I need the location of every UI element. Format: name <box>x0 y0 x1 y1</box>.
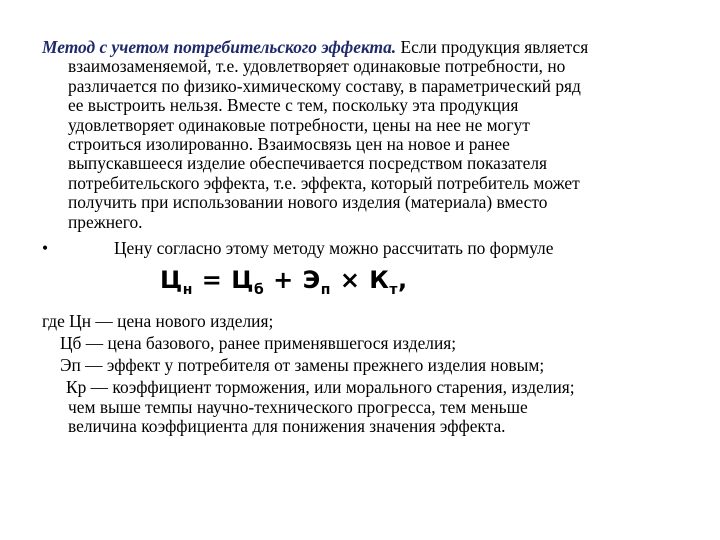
formula-symbol: Э <box>302 266 321 294</box>
bullet-item <box>42 238 553 259</box>
paragraph-line: выпускавшееся изделие обеспечивается посредством показателя <box>68 153 548 174</box>
paragraph-line: получить при использовании нового изделия (материала) вместо <box>68 192 548 213</box>
paragraph-line: ее выстроить нельзя. Вместе с тем, поскольку эта продукция <box>68 95 519 116</box>
paragraph-first-line <box>42 38 692 57</box>
legend-line: Кр — коэффициент торможения, или морального старения, изделия; <box>66 377 575 397</box>
paragraph-line: различается по физико-химическому составу, в параметрический ряд <box>68 75 581 96</box>
formula-symbol: Ц <box>231 266 255 294</box>
paragraph-first-line-rest: Если продукция является <box>396 37 589 57</box>
bullet-text: Цену согласно этому методу можно рассчитать по формуле <box>114 238 554 258</box>
formula-subscript: б <box>254 282 265 298</box>
formula-subscript: т <box>389 282 399 298</box>
bullet-icon: • <box>42 238 49 258</box>
method-title: Метод с учетом потребительского эффекта. <box>42 37 397 57</box>
legend-line: чем выше темпы научно-технического прогресса, тем меньше <box>68 397 528 417</box>
paragraph-line: прежнего. <box>68 211 143 232</box>
formula-operator: + <box>264 266 303 294</box>
paragraph-line: строиться изолированно. Взаимосвязь цен на новое и ранее <box>68 134 510 155</box>
formula-legend <box>42 310 575 436</box>
legend-line: Цб — цена базового, ранее применявшегося изделия; <box>60 333 457 353</box>
legend-line: где Цн — цена нового изделия; <box>42 311 274 331</box>
legend-line: Эп — эффект у потребителя от замены прежнего изделия новым; <box>60 355 545 375</box>
paragraph-line: удовлетворяет одинаковые потребности, цены на нее не могут <box>68 114 530 135</box>
formula-punctuation: , <box>398 266 408 294</box>
formula-subscript: н <box>182 282 193 298</box>
price-formula <box>160 266 408 298</box>
formula-symbol: Ц <box>160 266 183 294</box>
formula-operator: = <box>192 266 232 294</box>
formula-subscript: п <box>320 282 331 298</box>
paragraph-line: взаимозаменяемой, т.е. удовлетворяет одинаковые потребности, но <box>68 56 566 77</box>
method-paragraph <box>42 38 692 232</box>
formula-symbol: К <box>369 266 390 294</box>
paragraph-line: потребительского эффекта, т.е. эффекта, который потребитель может <box>68 172 580 193</box>
legend-line: величина коэффициента для понижения значения эффекта. <box>68 416 506 436</box>
formula-operator: × <box>330 266 370 294</box>
